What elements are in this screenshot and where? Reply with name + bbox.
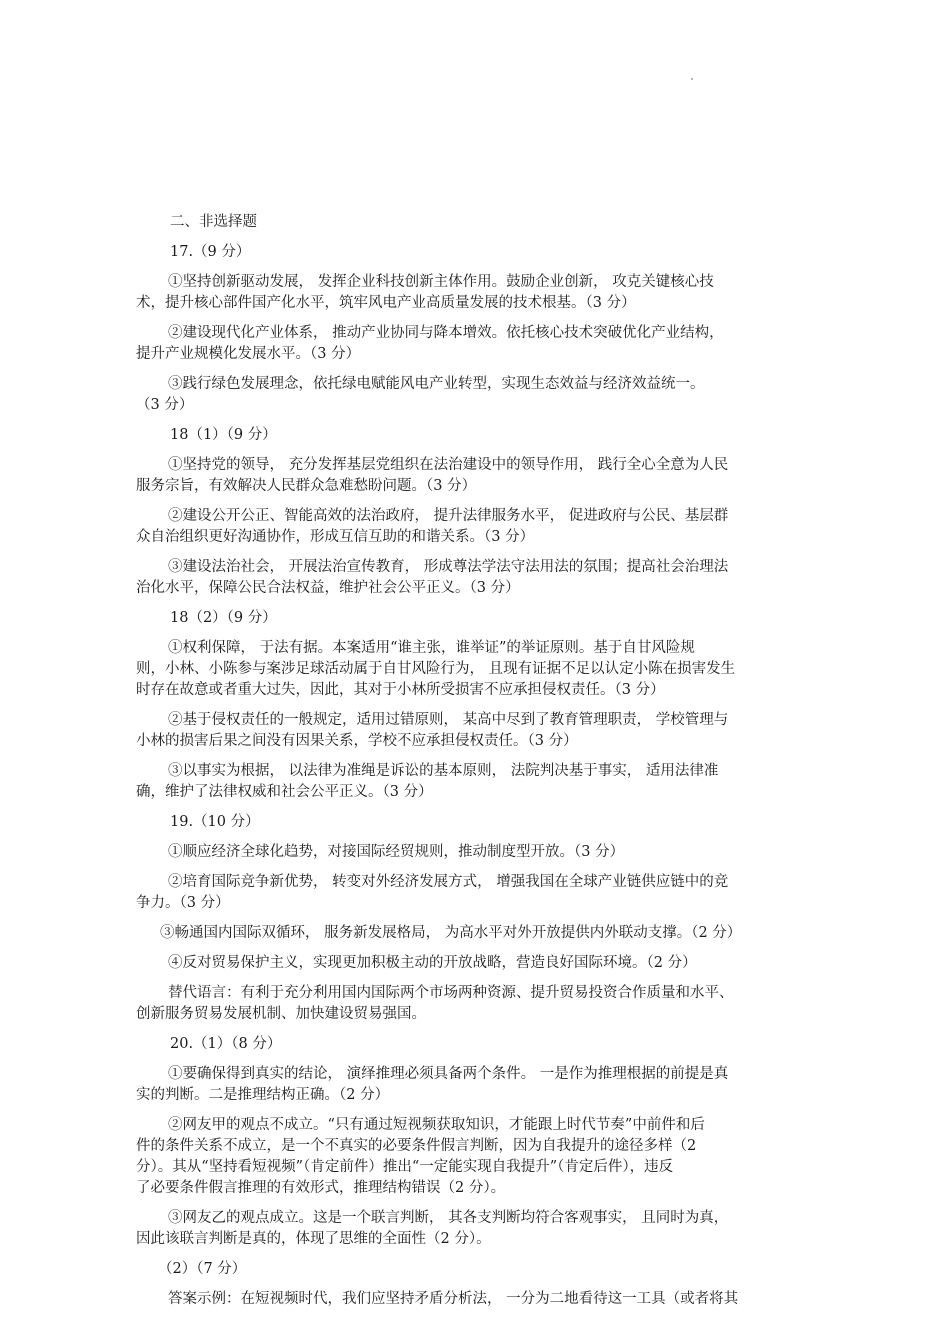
q19-item-2 bbox=[136, 872, 816, 914]
q18-2-item-1 bbox=[136, 638, 816, 701]
q20-1-label: 20.（1）（8 分） bbox=[170, 1036, 282, 1052]
text-line: 术，提升核心部件国产化水平，筑牢风电产业高质量发展的技术根基。（3 分） bbox=[136, 295, 636, 311]
text-line: 件的条件关系不成立，是一个不真实的必要条件假言判断，因为自我提升的途径多样（2 bbox=[136, 1138, 697, 1154]
answer-content bbox=[136, 212, 816, 1319]
text-line: ②网友甲的观点不成立。“只有通过短视频获取知识，才能跟上时代节奏”中前件和后 bbox=[168, 1117, 705, 1133]
text-line: 分）。其从“坚持看短视频”（肯定前件）推出“一定能实现自我提升”（肯定后件），违反 bbox=[136, 1159, 674, 1175]
text-line: ③畅通国内国际双循环， 服务新发展格局， 为高水平对外开放提供内外联动支撑。（2 分） bbox=[160, 925, 742, 941]
text-line: ①要确保得到真实的结论， 演绎推理必须具备两个条件。 一是作为推理根据的前提是真 bbox=[168, 1066, 729, 1082]
q17-label: 17.（9 分） bbox=[170, 244, 251, 260]
text-line: ②培育国际竞争新优势， 转变对外经济发展方式， 增强我国在全球产业链供应链中的竞 bbox=[168, 874, 729, 890]
text-line: ②建设现代化产业体系， 推动产业协同与降本增效。依托核心技术突破优化产业结构， bbox=[168, 325, 724, 341]
text-line: ①权利保障， 于法有据。本案适用“谁主张，谁举证”的举证原则。基于自甘风险规 bbox=[168, 640, 695, 656]
text-line: 了必要条件假言推理的有效形式，推理结构错误（2 分）。 bbox=[136, 1180, 506, 1196]
q20-2-answer bbox=[136, 1289, 816, 1310]
text-line: 众自治组织更好沟通协作，形成互信互助的和谐关系。（3 分） bbox=[136, 529, 535, 545]
text-line: 提升产业规模化发展水平。（3 分） bbox=[136, 346, 361, 362]
q17-item-1 bbox=[136, 272, 816, 314]
text-line: 则，小林、小陈参与案涉足球活动属于自甘风险行为， 且现有证据不足以认定小陈在损害发生 bbox=[136, 661, 736, 677]
q19-item-1 bbox=[136, 842, 816, 863]
q20-1-item-3 bbox=[136, 1208, 816, 1250]
text-line: ③以事实为根据， 以法律为准绳是诉讼的基本原则， 法院判决基于事实， 适用法律准 bbox=[168, 763, 719, 779]
text-line: 治化水平，保障公民合法权益，维护社会公平正义。（3 分） bbox=[136, 580, 520, 596]
text-line: ③建设法治社会， 开展法治宣传教育， 形成尊法学法守法用法的氛围；提高社会治理法 bbox=[168, 559, 729, 575]
text-line: ②建设公开公正、智能高效的法治政府， 提升法律服务水平， 促进政府与公民、基层群 bbox=[168, 508, 729, 524]
q18-1-label: 18（1）（9 分） bbox=[170, 427, 277, 443]
q19-item-3 bbox=[136, 923, 816, 944]
text-line: ①坚持党的领导， 充分发挥基层党组织在法治建设中的领导作用， 践行全心全意为人民 bbox=[168, 457, 729, 473]
q18-2-item-2 bbox=[136, 710, 816, 752]
text-line: 确，维护了法律权威和社会公平正义。（3 分） bbox=[136, 784, 433, 800]
q19-label: 19.（10 分） bbox=[170, 814, 260, 830]
text-line: 创新服务贸易发展机制、加快建设贸易强国。 bbox=[136, 1006, 426, 1022]
q19-alternative-answer bbox=[136, 983, 816, 1025]
q18-2-item-3 bbox=[136, 761, 816, 803]
section-title: 二、非选择题 bbox=[170, 214, 257, 230]
q18-1-item-1 bbox=[136, 455, 816, 497]
text-line: 因此该联言判断是真的，体现了思维的全面性（2 分）。 bbox=[136, 1231, 491, 1247]
text-line: 时存在故意或者重大过失，因此，其对于小林所受损害不应承担侵权责任。（3 分） bbox=[136, 682, 665, 698]
scan-speck bbox=[691, 78, 693, 80]
text-line: 小林的损害后果之间没有因果关系，学校不应承担侵权责任。（3 分） bbox=[136, 733, 578, 749]
text-line: （3 分） bbox=[136, 397, 194, 413]
q19-item-4 bbox=[136, 953, 816, 974]
q20-2-label: （2）（7 分） bbox=[158, 1261, 247, 1277]
text-line: ④反对贸易保护主义，实现更加积极主动的开放战略，营造良好国际环境。（2 分） bbox=[168, 955, 697, 971]
q18-1-item-3 bbox=[136, 557, 816, 599]
q20-1-item-2 bbox=[136, 1115, 816, 1199]
text-line: ③践行绿色发展理念，依托绿电赋能风电产业转型，实现生态效益与经济效益统一。 bbox=[168, 376, 705, 392]
q18-1-item-2 bbox=[136, 506, 816, 548]
text-line: 服务宗旨，有效解决人民群众急难愁盼问题。（3 分） bbox=[136, 478, 477, 494]
text-line: ①坚持创新驱动发展， 发挥企业科技创新主体作用。鼓励企业创新， 攻克关键核心技 bbox=[168, 274, 714, 290]
q17-item-2 bbox=[136, 323, 816, 365]
text-line: 替代语言：有利于充分利用国内国际两个市场两种资源、提升贸易投资合作质量和水平、 bbox=[168, 985, 734, 1001]
q18-2-label: 18（2）（9 分） bbox=[170, 610, 277, 626]
text-line: 答案示例：在短视频时代，我们应坚持矛盾分析法， 一分为二地看待这一工具（或者将其 bbox=[168, 1291, 739, 1307]
text-line: ①顺应经济全球化趋势，对接国际经贸规则，推动制度型开放。（3 分） bbox=[168, 844, 625, 860]
text-line: ③网友乙的观点成立。这是一个联言判断， 其各支判断均符合客观事实， 且同时为真， bbox=[168, 1210, 729, 1226]
q20-1-item-1 bbox=[136, 1064, 816, 1106]
text-line: 争力。（3 分） bbox=[136, 895, 230, 911]
q17-item-3 bbox=[136, 374, 816, 416]
text-line: ②基于侵权责任的一般规定，适用过错原则， 某高中尽到了教育管理职责， 学校管理与 bbox=[168, 712, 729, 728]
text-line: 实的判断。二是推理结构正确。（2 分） bbox=[136, 1087, 390, 1103]
